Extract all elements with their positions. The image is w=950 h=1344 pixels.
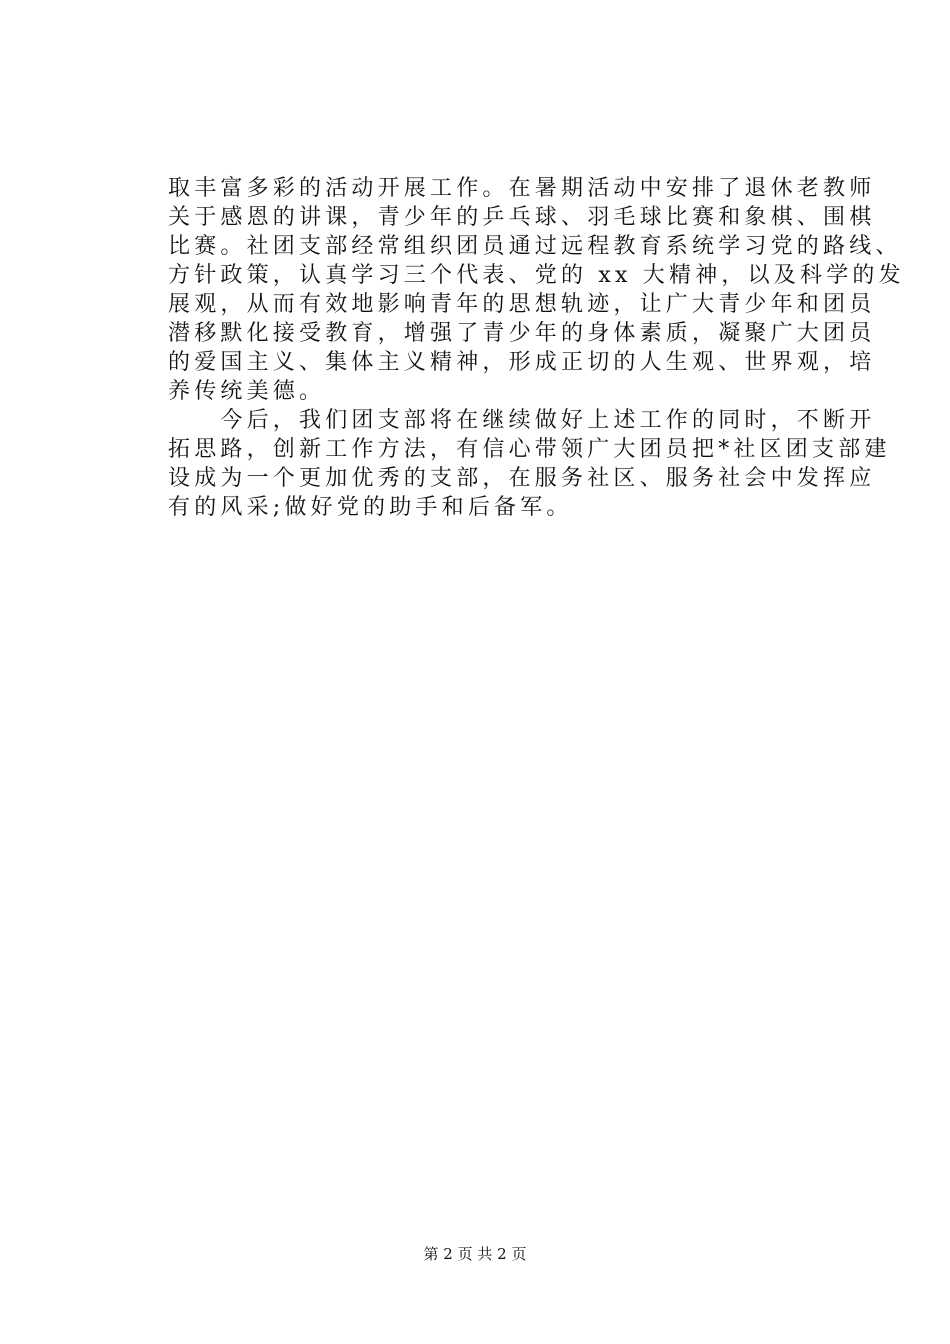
text-line: 今后，我们团支部将在继续做好上述工作的同时，不断开	[168, 408, 876, 433]
text-line: 取丰富多彩的活动开展工作。在暑期活动中安排了退休老教师	[168, 176, 876, 201]
text-line: 展观，从而有效地影响青年的思想轨迹，让广大青少年和团员	[168, 292, 876, 317]
text-line: 拓思路，创新工作方法，有信心带领广大团员把*社区团支部建	[168, 437, 891, 462]
page-footer: 第 2 页 共 2 页	[423, 1245, 527, 1263]
document-body	[168, 174, 905, 522]
text-line: 有的风采;做好党的助手和后备军。	[168, 495, 573, 520]
text-line: 潜移默化接受教育，增强了青少年的身体素质，凝聚广大团员	[168, 321, 876, 346]
text-line: 的爱国主义、集体主义精神，形成正切的人生观、世界观，培	[168, 350, 876, 375]
text-line: 比赛。社团支部经常组织团员通过远程教育系统学习党的路线、	[168, 234, 902, 259]
text-line: 关于感恩的讲课，青少年的乒乓球、羽毛球比赛和象棋、围棋	[168, 205, 876, 230]
text-line: 养传统美德。	[168, 379, 326, 404]
text-line: 设成为一个更加优秀的支部，在服务社区、服务社会中发挥应	[168, 466, 876, 491]
text-line: 方针政策，认真学习三个代表、党的 xx 大精神，以及科学的发	[168, 263, 905, 288]
